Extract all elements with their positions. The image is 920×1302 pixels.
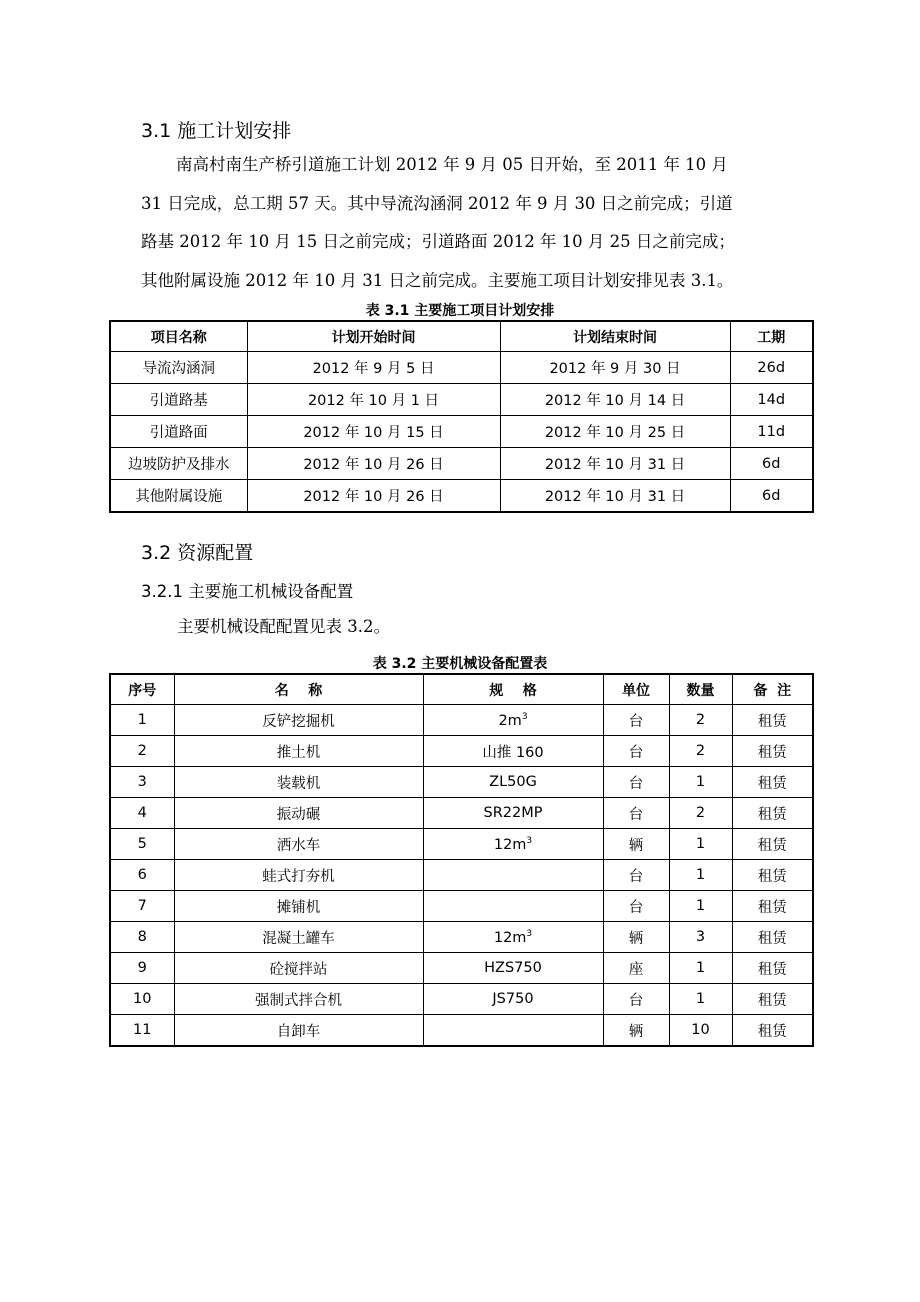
table-cell: 摊铺机 xyxy=(174,891,423,922)
paragraph-schedule xyxy=(141,146,801,300)
table-row xyxy=(110,1015,813,1047)
table-cell: 9 xyxy=(110,953,174,984)
table-cell: 台 xyxy=(603,984,669,1015)
table-cell: 1 xyxy=(669,891,732,922)
table-cell: 2 xyxy=(110,736,174,767)
table-cell: 2012 年 9 月 5 日 xyxy=(247,352,500,384)
table-cell: 7 xyxy=(110,891,174,922)
header-quantity: 数量 xyxy=(669,674,732,705)
header-item-name: 项目名称 xyxy=(110,321,247,352)
table-cell xyxy=(423,1015,603,1047)
table-cell: 租赁 xyxy=(732,953,813,984)
table-cell: 14d xyxy=(730,384,813,416)
table-row xyxy=(110,448,813,480)
table-cell: 自卸车 xyxy=(174,1015,423,1047)
table-cell: 6d xyxy=(730,480,813,513)
table-cell: SR22MP xyxy=(423,798,603,829)
spec-value: 2m xyxy=(498,712,522,729)
table-cell: 2012 年 10 月 31 日 xyxy=(500,448,730,480)
table-cell: 台 xyxy=(603,891,669,922)
table-cell: 其他附属设施 xyxy=(110,480,247,513)
table-cell: 租赁 xyxy=(732,860,813,891)
table-cell: 2012 年 9 月 30 日 xyxy=(500,352,730,384)
table-cell: 洒水车 xyxy=(174,829,423,860)
header-unit: 单位 xyxy=(603,674,669,705)
table-cell: 振动碾 xyxy=(174,798,423,829)
table-cell: 反铲挖掘机 xyxy=(174,705,423,736)
table-cell: 10 xyxy=(669,1015,732,1047)
table-cell: 租赁 xyxy=(732,829,813,860)
table2-caption: 表 3.2 主要机械设备配置表 xyxy=(372,656,548,672)
table-cell: JS750 xyxy=(423,984,603,1015)
table-row xyxy=(110,922,813,953)
superscript: 3 xyxy=(521,711,528,722)
table-row xyxy=(110,480,813,513)
table-cell: 辆 xyxy=(603,829,669,860)
table-row xyxy=(110,736,813,767)
table-cell: 租赁 xyxy=(732,767,813,798)
table-row xyxy=(110,953,813,984)
paragraph-line: 南高村南生产桥引道施工计划 2012 年 9 月 05 日开始，至 2011 年 10 月 xyxy=(176,155,728,174)
header-start-time: 计划开始时间 xyxy=(247,321,500,352)
section-title-3-2-1: 3.2.1 主要施工机械设备配置 xyxy=(141,582,354,601)
table-cell: 蛙式打夯机 xyxy=(174,860,423,891)
table-cell: 租赁 xyxy=(732,922,813,953)
table-cell: 租赁 xyxy=(732,1015,813,1047)
table-row xyxy=(110,705,813,736)
header-name: 名 称 xyxy=(174,674,423,705)
table-cell: 2012 年 10 月 1 日 xyxy=(247,384,500,416)
table-cell: 4 xyxy=(110,798,174,829)
table-cell: 砼搅拌站 xyxy=(174,953,423,984)
table-cell: 山推 160 xyxy=(423,736,603,767)
table-cell: 租赁 xyxy=(732,736,813,767)
table-cell: 台 xyxy=(603,798,669,829)
table-cell: 26d xyxy=(730,352,813,384)
table-cell: 2012 年 10 月 26 日 xyxy=(247,480,500,513)
table-cell: 2012 年 10 月 14 日 xyxy=(500,384,730,416)
table-cell: 租赁 xyxy=(732,798,813,829)
table-row xyxy=(110,767,813,798)
table-cell: 3 xyxy=(669,922,732,953)
superscript: 3 xyxy=(526,928,533,939)
table-cell: 辆 xyxy=(603,922,669,953)
header-remark: 备 注 xyxy=(732,674,813,705)
table-cell: 混凝土罐车 xyxy=(174,922,423,953)
header-spec: 规 格 xyxy=(423,674,603,705)
table-cell: 2012 年 10 月 31 日 xyxy=(500,480,730,513)
table-row xyxy=(110,984,813,1015)
table-cell: 1 xyxy=(669,953,732,984)
table-cell: 装载机 xyxy=(174,767,423,798)
table-cell: 2012 年 10 月 25 日 xyxy=(500,416,730,448)
header-index: 序号 xyxy=(110,674,174,705)
table-cell xyxy=(423,891,603,922)
table-cell: 2012 年 10 月 26 日 xyxy=(247,448,500,480)
table-row xyxy=(110,829,813,860)
paragraph-line: 31 日完成，总工期 57 天。其中导流沟涵洞 2012 年 9 月 30 日之前完成；引道 xyxy=(141,193,733,213)
table-header-row xyxy=(110,674,813,705)
table-row xyxy=(110,352,813,384)
table-cell: 推土机 xyxy=(174,736,423,767)
table1-caption: 表 3.1 主要施工项目计划安排 xyxy=(365,303,555,319)
header-end-time: 计划结束时间 xyxy=(500,321,730,352)
table-row xyxy=(110,416,813,448)
table-cell: 2012 年 10 月 15 日 xyxy=(247,416,500,448)
table-cell: 台 xyxy=(603,705,669,736)
table-cell: 台 xyxy=(603,767,669,798)
table-cell: 租赁 xyxy=(732,891,813,922)
table-cell: 座 xyxy=(603,953,669,984)
table-cell: 6 xyxy=(110,860,174,891)
table-row xyxy=(110,891,813,922)
paragraph-line: 其他附属设施 2012 年 10 月 31 日之前完成。主要施工项目计划安排见表 3.1。 xyxy=(141,270,734,290)
table-cell: 1 xyxy=(669,984,732,1015)
section-title-3-2: 3.2 资源配置 xyxy=(141,542,254,564)
table-cell: 台 xyxy=(603,736,669,767)
table-cell: 租赁 xyxy=(732,705,813,736)
section-title-3-1: 3.1 施工计划安排 xyxy=(141,120,292,142)
table-cell: 1 xyxy=(669,829,732,860)
table-cell: 强制式拌合机 xyxy=(174,984,423,1015)
table-cell: 1 xyxy=(110,705,174,736)
schedule-table xyxy=(109,320,814,513)
table-cell xyxy=(423,829,603,860)
table-cell: 11 xyxy=(110,1015,174,1047)
table-cell: 3 xyxy=(110,767,174,798)
intro-text: 主要机械设配配置见表 3.2。 xyxy=(177,617,390,636)
table-cell: 引道路基 xyxy=(110,384,247,416)
table-row xyxy=(110,798,813,829)
table-cell: 导流沟涵洞 xyxy=(110,352,247,384)
table-header-row xyxy=(110,321,813,352)
spec-value: 12m xyxy=(493,929,527,946)
table-cell: 边坡防护及排水 xyxy=(110,448,247,480)
spec-value: 12m xyxy=(493,836,527,853)
table-cell: 引道路面 xyxy=(110,416,247,448)
table-cell: ZL50G xyxy=(423,767,603,798)
superscript: 3 xyxy=(526,835,533,846)
table-cell: 1 xyxy=(669,767,732,798)
table-cell: 5 xyxy=(110,829,174,860)
paragraph-line: 路基 2012 年 10 月 15 日之前完成；引道路面 2012 年 10 月 25 日之前完成； xyxy=(141,232,735,251)
table-cell: 8 xyxy=(110,922,174,953)
table-cell: 6d xyxy=(730,448,813,480)
table-cell: 辆 xyxy=(603,1015,669,1047)
table-cell: 2 xyxy=(669,798,732,829)
header-duration: 工期 xyxy=(730,321,813,352)
table-row xyxy=(110,860,813,891)
table-cell: 2 xyxy=(669,705,732,736)
table-cell: 2 xyxy=(669,736,732,767)
table-cell xyxy=(423,922,603,953)
table-cell: 1 xyxy=(669,860,732,891)
table-cell: HZS750 xyxy=(423,953,603,984)
equipment-table xyxy=(109,673,814,1047)
table-cell: 11d xyxy=(730,416,813,448)
table-cell: 10 xyxy=(110,984,174,1015)
table-cell: 租赁 xyxy=(732,984,813,1015)
table-cell xyxy=(423,860,603,891)
table-cell xyxy=(423,705,603,736)
table-cell: 台 xyxy=(603,860,669,891)
table-row xyxy=(110,384,813,416)
